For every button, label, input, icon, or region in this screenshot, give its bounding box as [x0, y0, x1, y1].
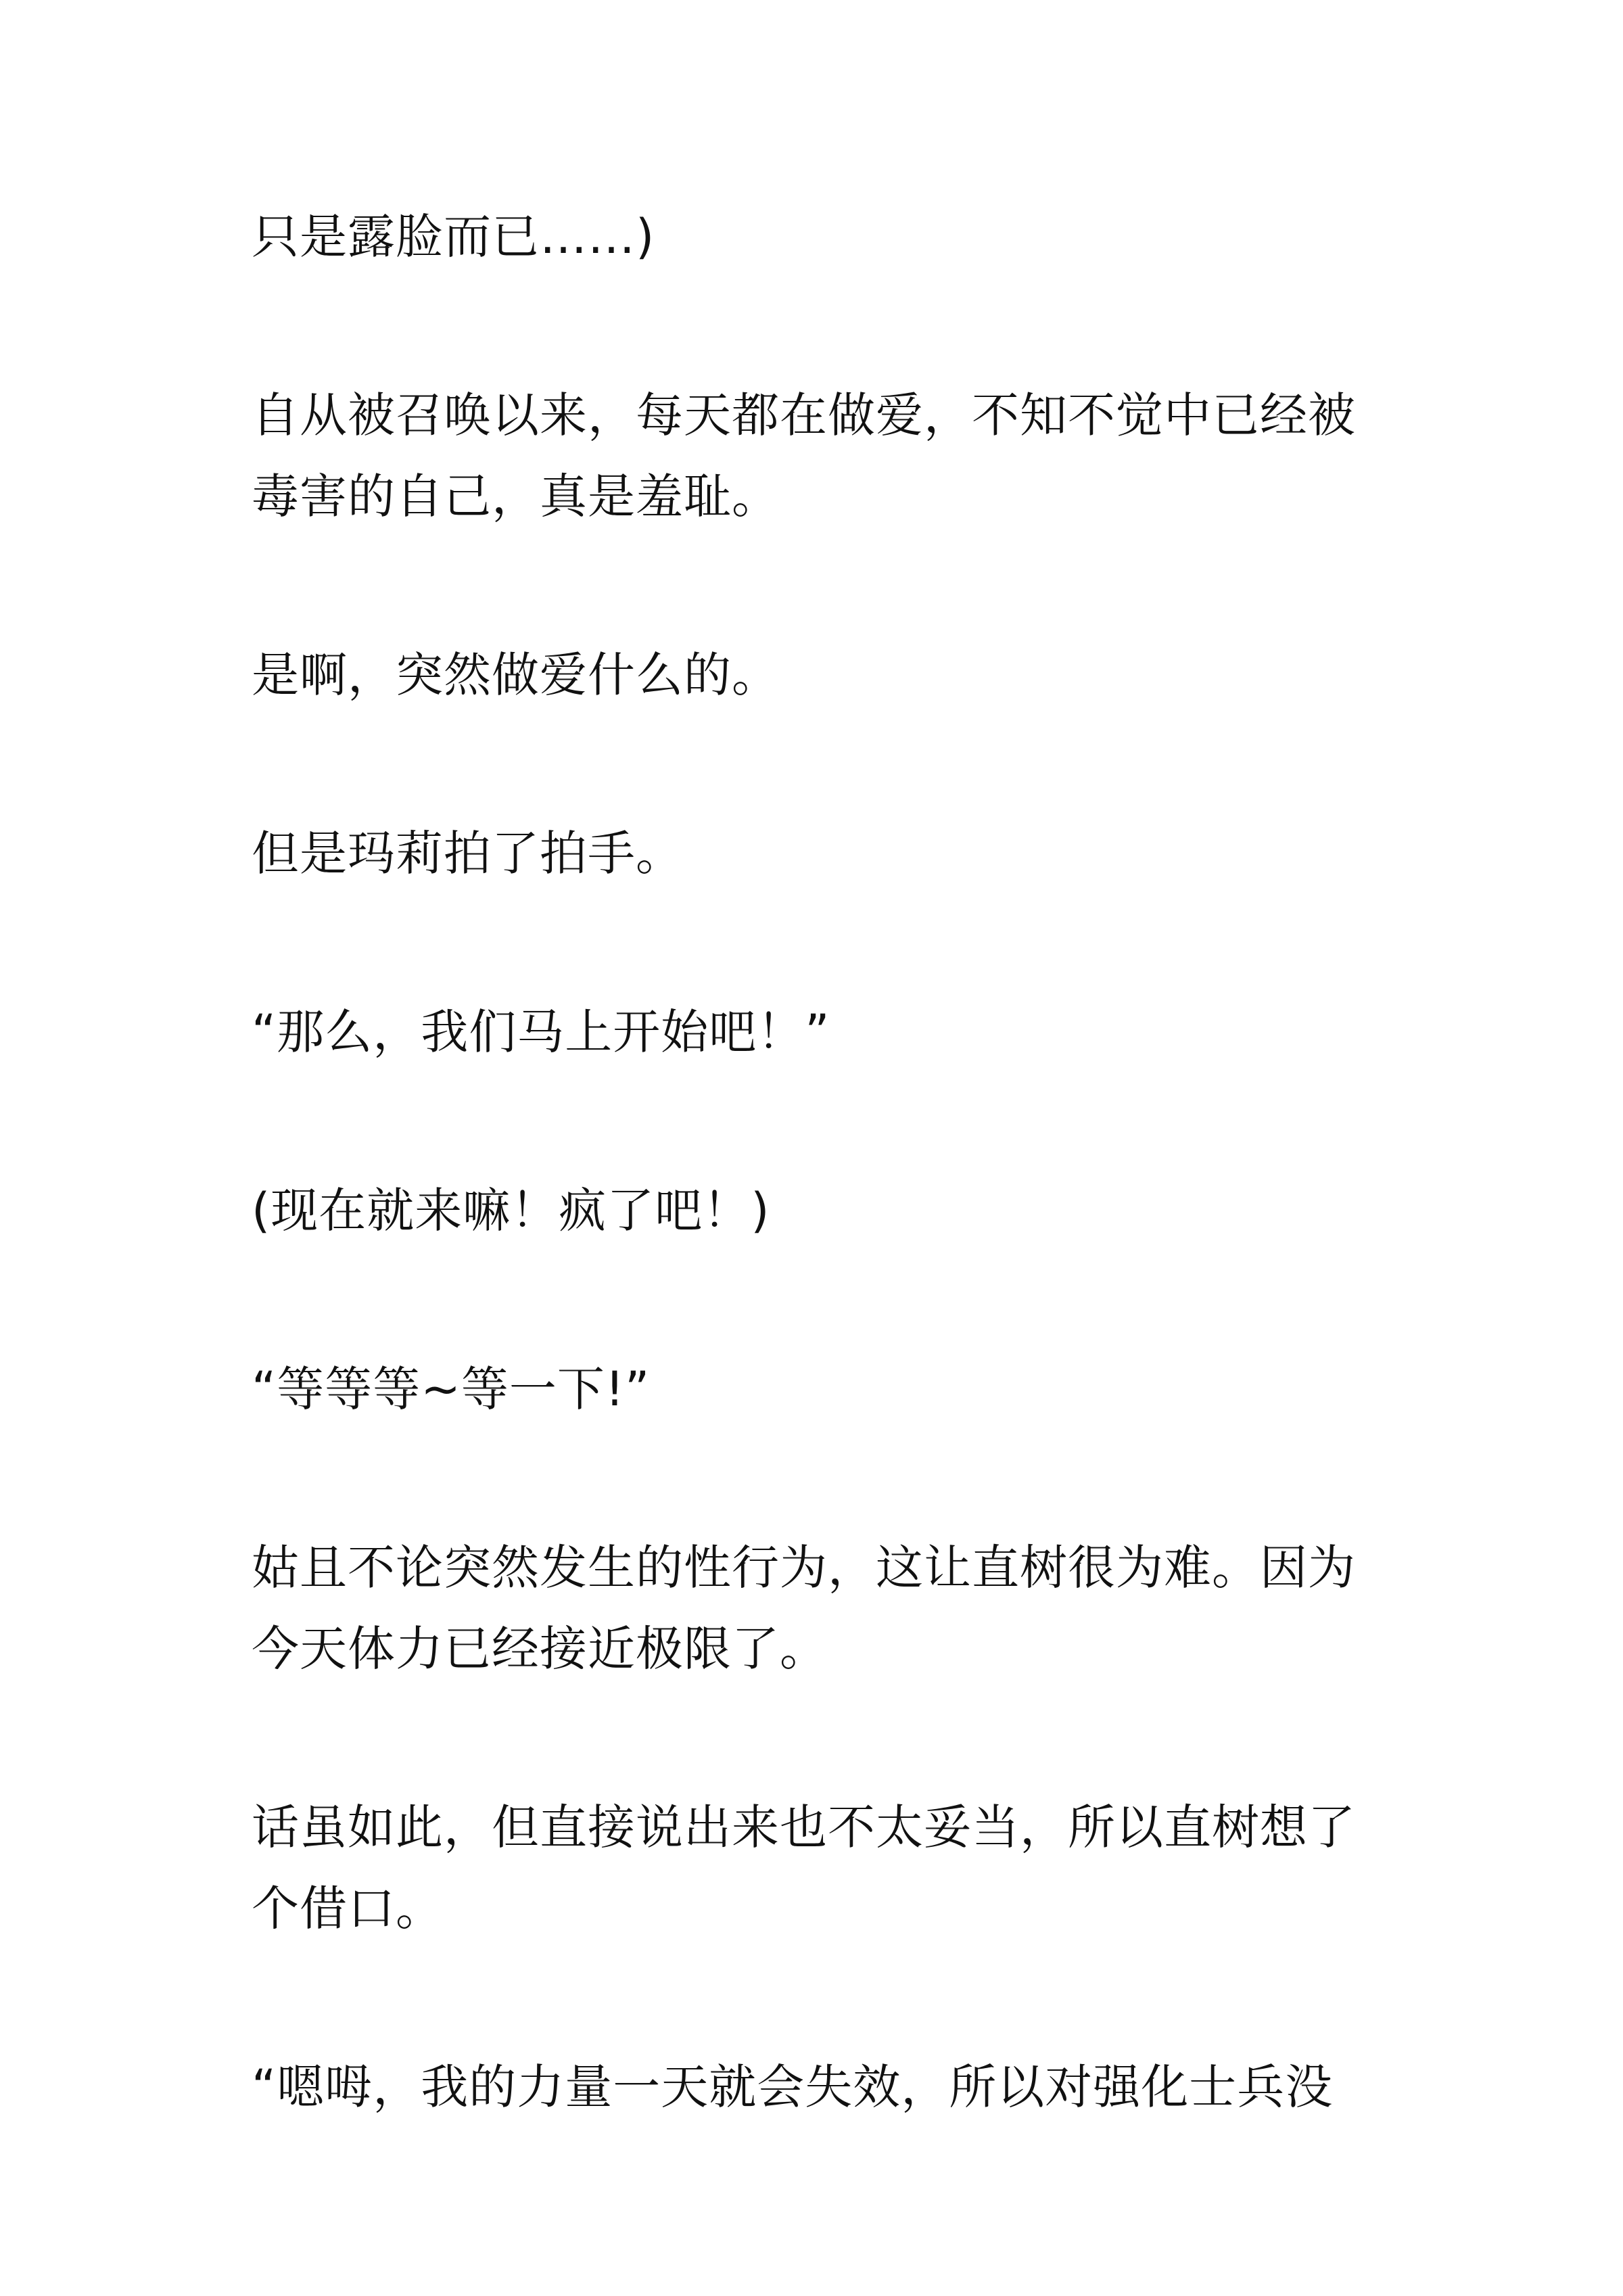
paragraph: “等等等~等一下!”: [252, 1361, 651, 1417]
paragraph: 自从被召唤以来，每天都在做爱，不知不觉中已经被毒害的自己，真是羞耻。: [252, 388, 1356, 524]
body-text: [252, 196, 1401, 2225]
paragraph: 只是露脸而已……): [252, 209, 655, 264]
paragraph: “那么，我们马上开始吧！”: [252, 1004, 830, 1060]
paragraph: “嗯呣，我的力量一天就会失效，所以对强化士兵没: [252, 2059, 1334, 2115]
paragraph: 话虽如此，但直接说出来也不太妥当，所以直树想了个借口。: [252, 1800, 1356, 1936]
paragraph: 但是玛莉拍了拍手。: [252, 826, 684, 881]
paragraph: 姑且不论突然发生的性行为，这让直树很为难。因为今天体力已经接近极限了。: [252, 1540, 1356, 1677]
paragraph: 是啊，突然做爱什么的。: [252, 647, 780, 703]
paragraph: (现在就来嘛！疯了吧！): [252, 1183, 770, 1238]
